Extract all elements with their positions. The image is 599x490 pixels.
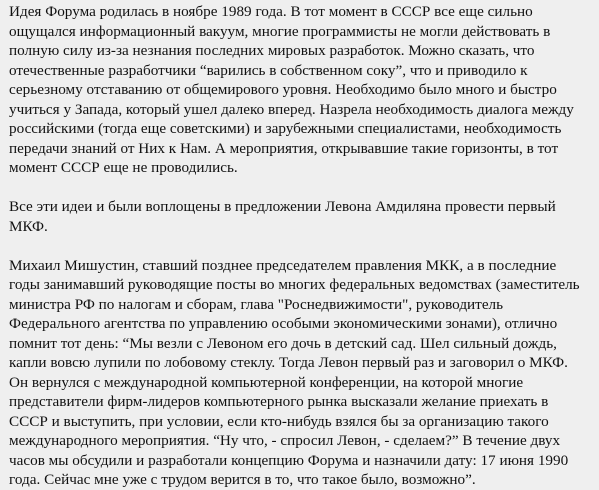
paragraph-forum-origin: Идея Форума родилась в ноябре 1989 года. В тот момент в СССР все еще сильно ощущался информационный вакуум, многие программисты не могли действовать в полную силу из-за незнания последних мировых разработок. Можно сказать, что отечественные разработчики “варились в собственном соку”, что и приводило к серьезному отставанию от общемирового уровня. Необходимо было много и быстро учиться у Запада, который ушел далеко вперед. Назрела необходимость диалога между российскими (тогда еще советскими) и зарубежными специалистами, необходимость передачи знаний от Них к Нам. А мероприятия, открывавшие такие горизонты, в тот момент СССР еще не проводились. [9,3,574,176]
paragraph-mishustin-recollection: Михаил Мишустин, ставший позднее председателем правления МКК, а в последние годы занимавший руководящие посты во многих федеральных ведомствах (заместитель министра РФ по налогам и сборам, глава "Роснедвижимости", руководитель Федерального агентства по управлению особыми экономическими зонами), отлично помнит тот день: “Мы везли с Левоном его дочь в детский сад. Шел сильный дождь, капли вовсю лупили по лобовому стеклу. Тогда Левон первый раз и заговорил о МКФ. Он вернулся с международной компьютерной конференции, на которой многие представители фирм-лидеров компьютерного рынка высказали желание приехать в СССР и выступить, при условии, если кто-нибудь взялся бы за организацию такого международного мероприятия. “Ну что, - спросил Левон, - сделаем?” В течение двух часов мы обсудили и разработали концепцию Форума и назначили дату: 17 июня 1990 года. Сейчас мне уже с трудом верится в то, что такое было, возможно”. [9,256,580,488]
paragraph-first-mkf-proposal: Все эти идеи и были воплощены в предложении Левона Амдиляна провести первый МКФ. [9,198,556,235]
